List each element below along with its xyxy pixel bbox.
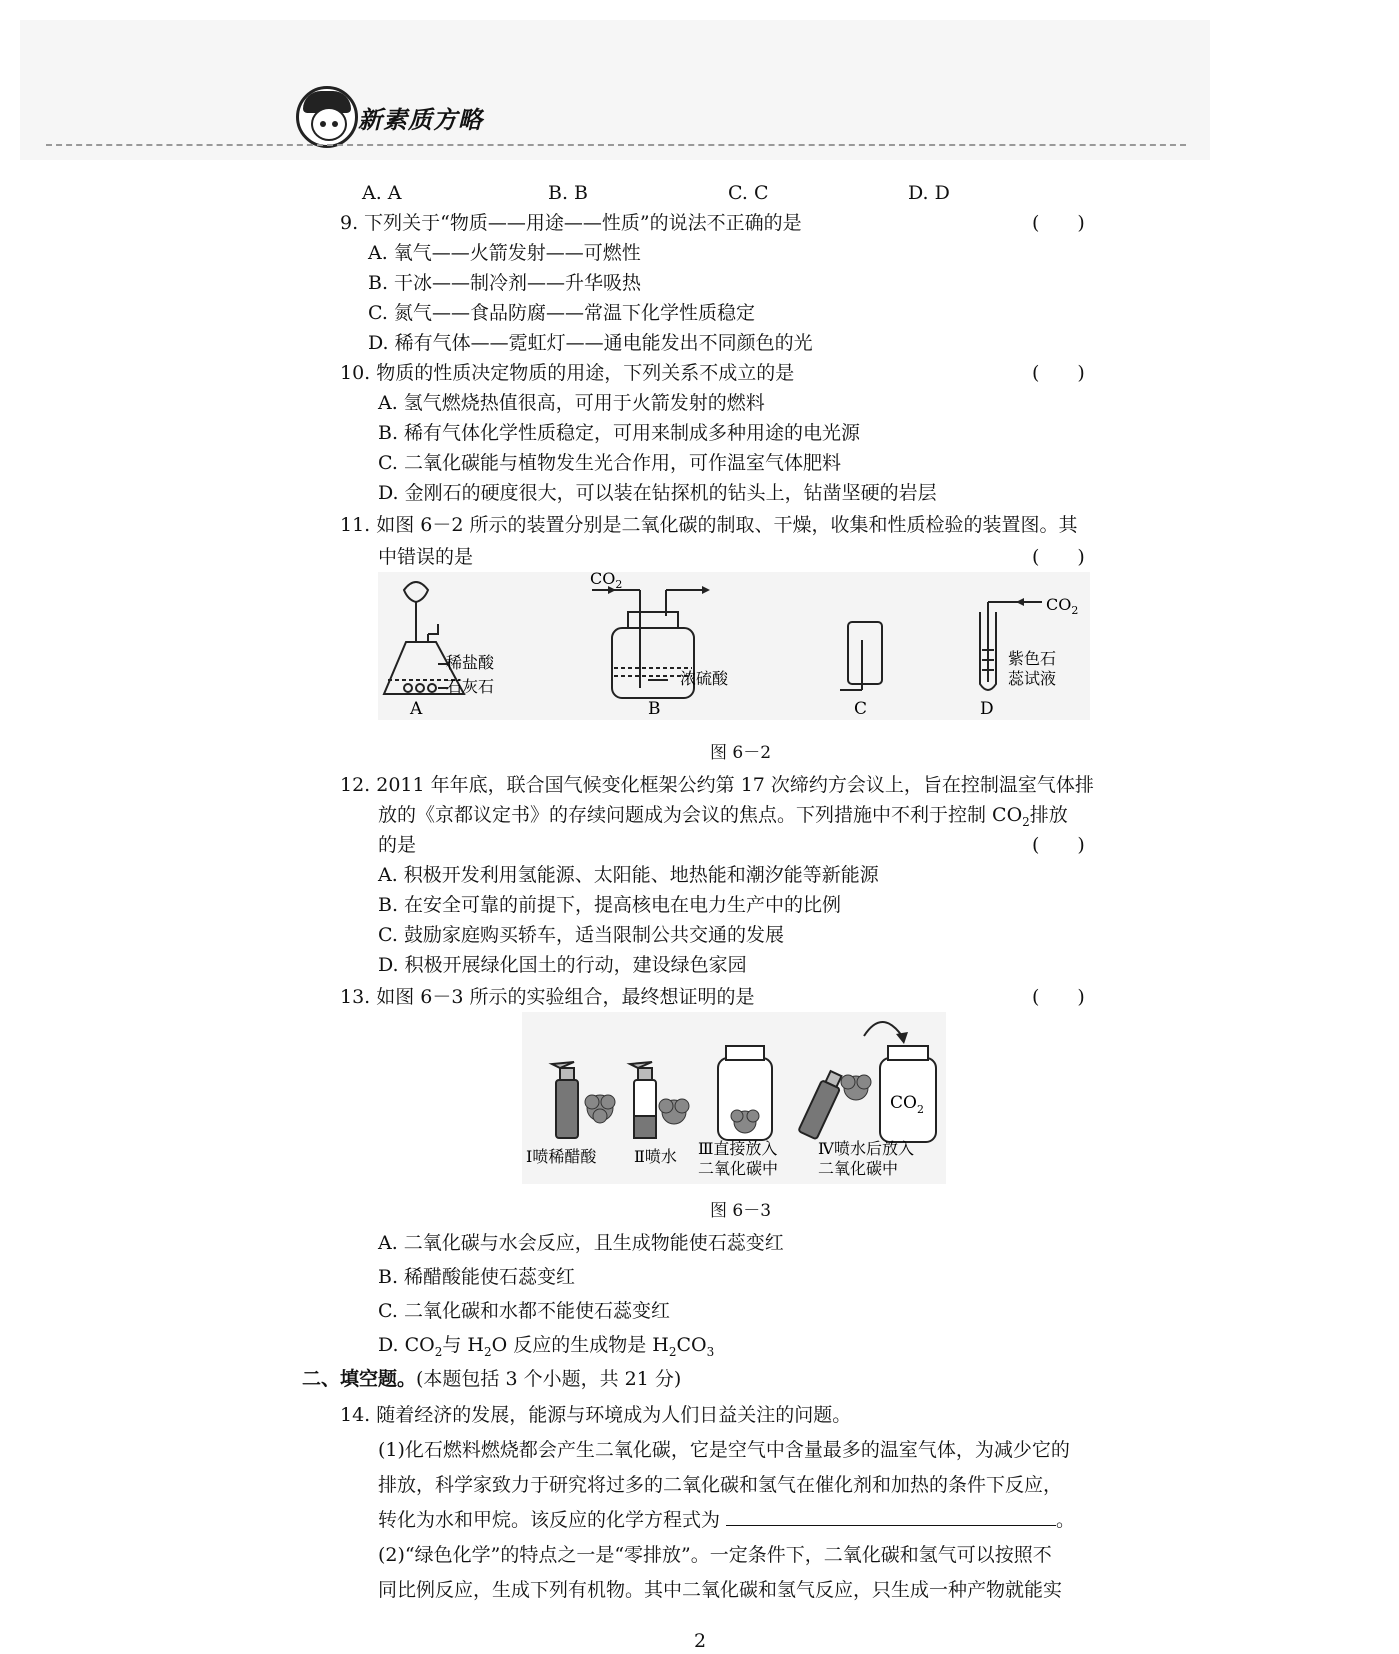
q13-option-d: D. $CO_2$与 $H_2O$ 反应的生成物是 $H_2CO_3$	[378, 1334, 715, 1359]
label-d: D	[980, 699, 994, 719]
q10-option-b: B. 稀有气体化学性质稳定，可用来制成多种用途的电光源	[378, 422, 861, 444]
q14-stem: 14. 随着经济的发展，能源与环境成为人们日益关注的问题。	[340, 1404, 852, 1426]
q13-stem: 13. 如图 6－3 所示的实验组合，最终想证明的是	[340, 986, 755, 1008]
fig63-label-3a: Ⅲ直接放入	[698, 1139, 778, 1158]
page-number: 2	[694, 1630, 707, 1652]
label-co2-d: $CO_2$	[1046, 595, 1079, 617]
q14-part2-line2: 同比例反应，生成下列有机物。其中二氧化碳和氢气反应，只生成一种产物就能实	[378, 1579, 1063, 1601]
q12-stem-line2: 放的《京都议定书》的存续问题成为会议的焦点。下列措施中不利于控制 $CO_2$排放	[378, 804, 1068, 829]
q10-option-c: C. 二氧化碳能与植物发生光合作用，可作温室气体肥料	[378, 452, 841, 474]
fig63-label-3b: 二氧化碳中	[698, 1159, 779, 1178]
brand-title: 新素质方略	[358, 106, 483, 134]
figure-6-2-caption: 图 6－2	[710, 743, 772, 763]
q9-option-b: B. 干冰——制冷剂——升华吸热	[368, 272, 642, 294]
q13-option-c: C. 二氧化碳和水都不能使石蕊变红	[378, 1300, 670, 1322]
label-h2so4: 浓硫酸	[680, 669, 729, 688]
fig63-label-4a: Ⅳ喷水后放入	[818, 1139, 914, 1158]
q12-stem-line3: 的是	[378, 834, 417, 856]
jar-co2-label: $CO_2$	[890, 1093, 924, 1116]
fig63-label-2: Ⅱ喷水	[634, 1147, 677, 1166]
q14-part1-line2: 排放，科学家致力于研究将过多的二氧化碳和氢气在催化剂和加热的条件下反应，	[378, 1474, 1063, 1496]
q8-option-d: D. D	[908, 182, 950, 204]
q10-answer-paren: ( )	[1032, 362, 1085, 384]
label-litmus-2: 蕊试液	[1008, 669, 1057, 688]
q13-answer-paren: ( )	[1032, 986, 1085, 1008]
q12-option-b: B. 在安全可靠的前提下，提高核电在电力生产中的比例	[378, 894, 842, 916]
label-a: A	[410, 699, 423, 719]
figure-6-2	[378, 572, 1090, 720]
q12-option-d: D. 积极开展绿化国土的行动，建设绿色家园	[378, 954, 747, 976]
q14-part1-line1: (1)化石燃料燃烧都会产生二氧化碳，它是空气中含量最多的温室气体，为减少它的	[378, 1439, 1070, 1461]
q12-option-a: A. 积极开发利用氢能源、太阳能、地热能和潮汐能等新能源	[378, 864, 879, 886]
q10-stem: 10. 物质的性质决定物质的用途，下列关系不成立的是	[340, 362, 795, 384]
q11-stem-line1: 11. 如图 6－2 所示的装置分别是二氧化碳的制取、干燥，收集和性质检验的装置图。其	[340, 514, 1078, 536]
q11-stem-line2: 中错误的是	[378, 546, 474, 568]
q10-option-d: D. 金刚石的硬度很大，可以装在钻探机的钻头上，钻凿坚硬的岩层	[378, 482, 937, 504]
q8-option-c: C. C	[728, 182, 769, 204]
q11-answer-paren: ( )	[1032, 546, 1085, 568]
header-band	[20, 20, 1210, 160]
q9-answer-paren: ( )	[1032, 212, 1085, 234]
q14-part2-line1: (2)“绿色化学”的特点之一是“零排放”。一定条件下，二氧化碳和氢气可以按照不	[378, 1544, 1052, 1566]
header-divider	[46, 144, 1186, 146]
q13-option-b: B. 稀醋酸能使石蕊变红	[378, 1266, 576, 1288]
label-limestone: 石灰石	[446, 677, 495, 696]
label-c: C	[854, 699, 868, 719]
label-b: B	[648, 699, 661, 719]
q9-option-a: A. 氧气——火箭发射——可燃性	[368, 242, 641, 264]
q12-answer-paren: ( )	[1032, 834, 1085, 856]
answer-blank[interactable]	[726, 1507, 1056, 1526]
section-2-heading: 二、填空题。(本题包括 3 个小题，共 21 分)	[302, 1368, 682, 1390]
fig63-label-1: Ⅰ喷稀醋酸	[526, 1147, 597, 1166]
q8-option-a: A. A	[362, 182, 402, 204]
q12-option-c: C. 鼓励家庭购买轿车，适当限制公共交通的发展	[378, 924, 784, 946]
q8-option-b: B. B	[548, 182, 589, 204]
logo-cartoon-icon	[296, 86, 358, 148]
figure-6-3	[522, 1012, 946, 1184]
q12-stem-line1: 12. 2011 年年底，联合国气候变化框架公约第 17 次缔约方会议上，旨在控制温室气体排	[340, 774, 1094, 796]
q13-option-a: A. 二氧化碳与水会反应，且生成物能使石蕊变红	[378, 1232, 784, 1254]
label-hcl: 稀盐酸	[446, 653, 495, 672]
q9-option-c: C. 氮气——食品防腐——常温下化学性质稳定	[368, 302, 755, 324]
fig63-label-4b: 二氧化碳中	[818, 1159, 899, 1178]
label-co2-b: $CO_2$	[590, 572, 623, 591]
q14-part1-line3: 转化为水和甲烷。该反应的化学方程式为 。	[378, 1509, 1076, 1531]
label-litmus-1: 紫色石	[1008, 649, 1057, 668]
figure-6-3-caption: 图 6－3	[710, 1201, 772, 1221]
q9-option-d: D. 稀有气体——霓虹灯——通电能发出不同颜色的光	[368, 332, 813, 354]
q9-stem: 9. 下列关于“物质——用途——性质”的说法不正确的是	[340, 212, 802, 234]
q10-option-a: A. 氢气燃烧热值很高，可用于火箭发射的燃料	[378, 392, 765, 414]
